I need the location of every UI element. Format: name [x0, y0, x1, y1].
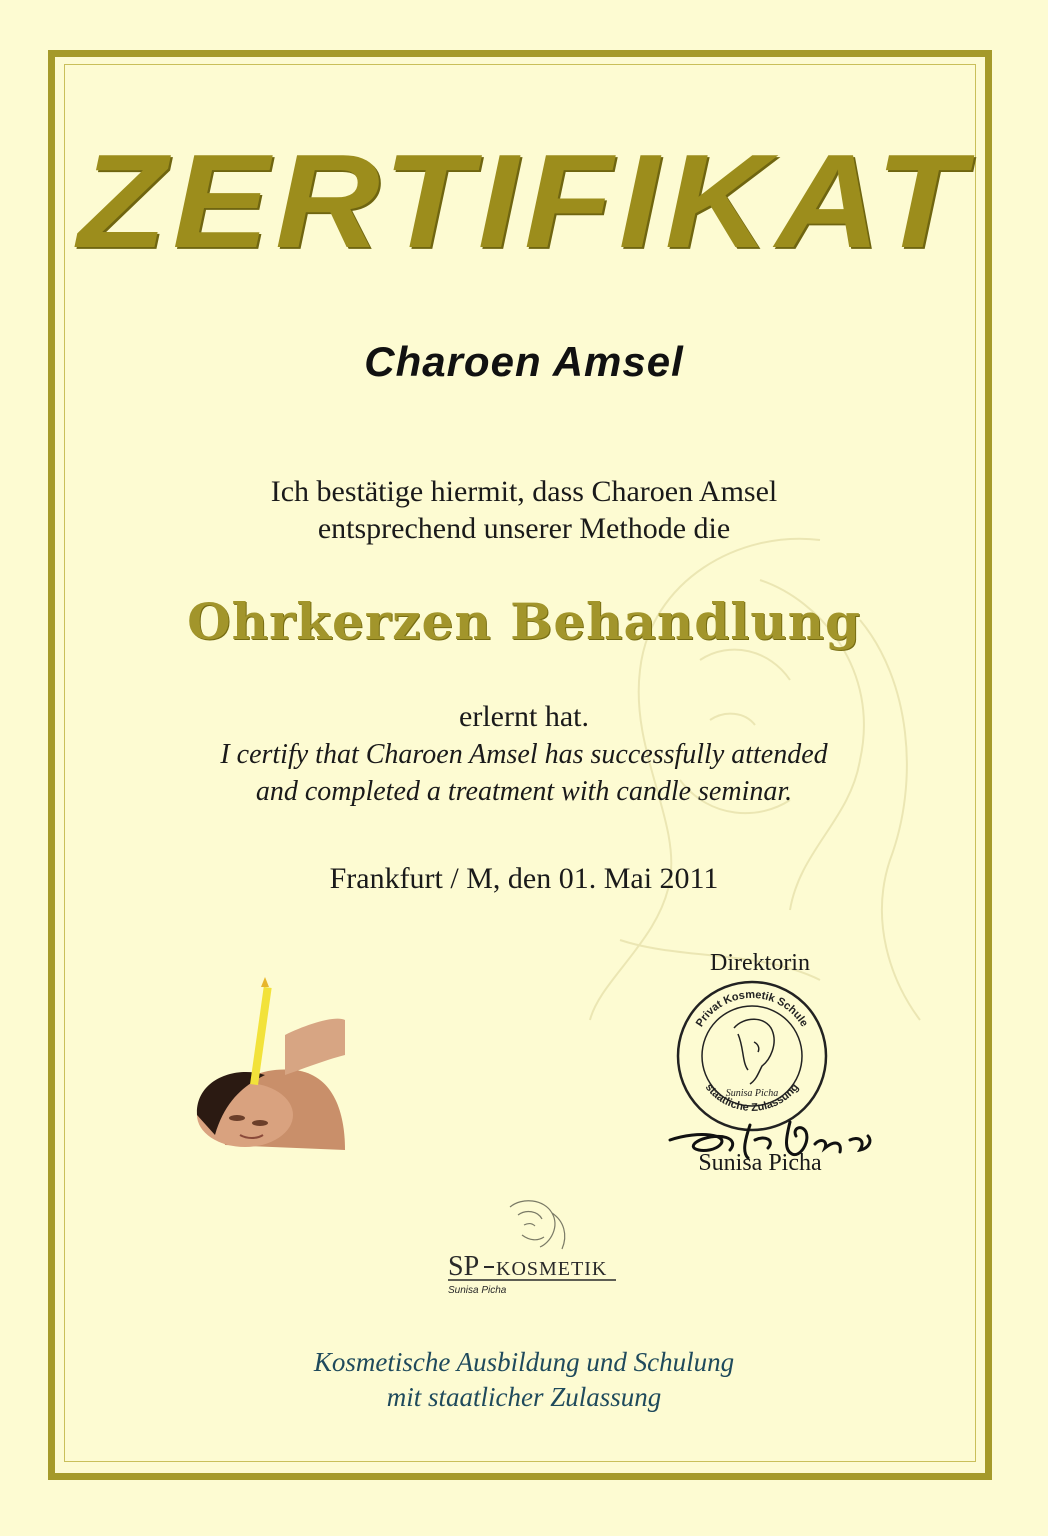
- statement-de-line2: entsprechend unserer Methode die: [317, 512, 731, 545]
- stamp-center-text: Sunisa Picha: [725, 1088, 779, 1099]
- stamp-top-text: Privat Kosmetik Schule: [693, 988, 811, 1030]
- certificate-title: ZERTIFIKAT: [77, 126, 971, 276]
- statement-de-line3: erlernt hat.: [459, 700, 589, 733]
- director-label: Direktorin: [710, 950, 810, 976]
- logo-mark: SP: [448, 1251, 480, 1282]
- stamp-bottom-text: staatliche Zulassung: [702, 1081, 802, 1114]
- statement-en-line1: I certify that Charoen Amsel has successfully attended: [220, 739, 828, 770]
- course-name: Ohrkerzen Behandlung: [187, 592, 861, 651]
- ear-candle-photo: [185, 975, 345, 1150]
- logo-sub: Sunisa Picha: [448, 1285, 507, 1296]
- footer-line1: Kosmetische Ausbildung und Schulung: [313, 1347, 735, 1377]
- logo-brand: KOSMETIK: [496, 1258, 608, 1280]
- signer-name: Sunisa Picha: [698, 1150, 822, 1176]
- statement-en-line2: and completed a treatment with candle seminar.: [255, 776, 793, 807]
- statement-de-line1: Ich bestätige hiermit, dass Charoen Amsel: [270, 475, 778, 508]
- place-date: Frankfurt / M, den 01. Mai 2011: [329, 862, 719, 895]
- recipient-name: Charoen Amsel: [364, 338, 684, 385]
- footer-line2: mit staatlicher Zulassung: [386, 1382, 662, 1412]
- sp-kosmetik-logo: [440, 1195, 640, 1305]
